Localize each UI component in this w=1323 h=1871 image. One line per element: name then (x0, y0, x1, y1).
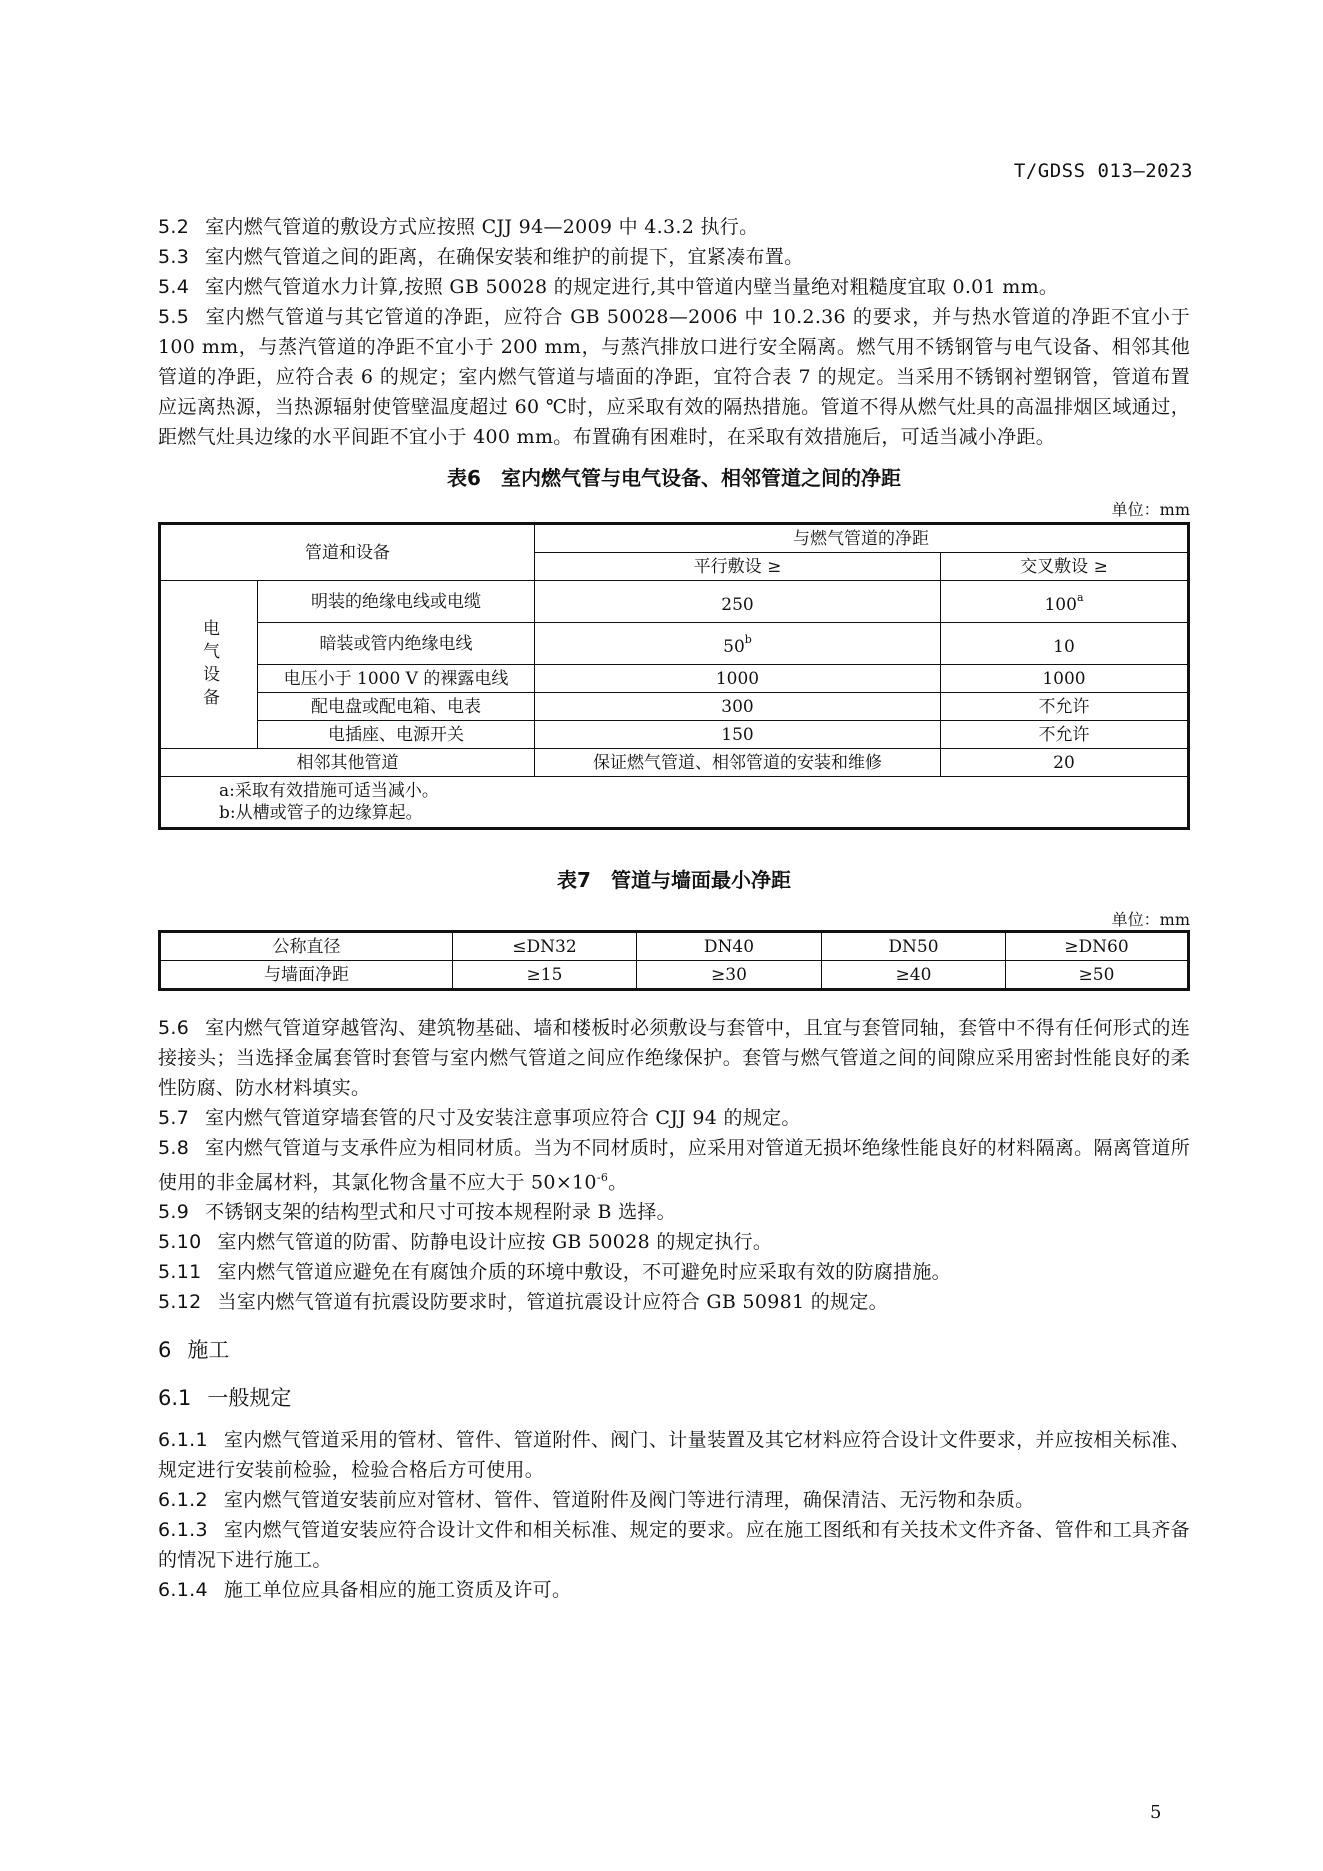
table-cell: 电插座、电源开关 (258, 721, 535, 749)
section-number: 6 (158, 1338, 172, 1363)
clause-text: 室内燃气管道安装应符合设计文件和相关标准、规定的要求。应在施工图纸和有关技术文件齐备、管件和工具齐备的情况下进行施工。 (158, 1519, 1190, 1572)
clause-6-1-4 (158, 1575, 1190, 1605)
clause-5-9 (158, 1197, 1190, 1227)
clause-text: 不锈钢支架的结构型式和尺寸可按本规程附录 B 选择。 (205, 1201, 676, 1224)
table-cell: 10 (941, 623, 1189, 665)
clause-5-10 (158, 1227, 1190, 1257)
table-cell: DN40 (637, 932, 822, 961)
table-cell: 不允许 (941, 721, 1189, 749)
table-7-row-label: 与墙面净距 (160, 961, 453, 990)
section-6-1-heading (158, 1383, 1190, 1413)
table-cell: ≥40 (822, 961, 1006, 990)
table-cell: 明装的绝缘电线或电缆 (258, 581, 535, 623)
table-7-unit: 单位：mm (1111, 910, 1190, 929)
table-cell: 1000 (941, 665, 1189, 693)
clause-number: 5.4 (158, 276, 190, 298)
clause-5-7 (158, 1103, 1190, 1133)
table-6-header-pipes: 管道和设备 (160, 524, 535, 581)
table-6-unit: 单位：mm (1111, 500, 1190, 519)
table-cell: DN50 (822, 932, 1006, 961)
table-cell: 250 (535, 581, 941, 623)
clause-5-6 (158, 1013, 1190, 1103)
table-6-header-clearance: 与燃气管道的净距 (535, 524, 1189, 553)
table-cell: 相邻其他管道 (160, 749, 535, 777)
clause-5-11 (158, 1257, 1190, 1287)
clause-text: 室内燃气管道采用的管材、管件、管道附件、阀门、计量装置及其它材料应符合设计文件要求，并应按相关标准、规定进行安装前检验，检验合格后方可使用。 (158, 1429, 1190, 1482)
page-number: 5 (1150, 1802, 1162, 1823)
clause-text: 室内燃气管道的敷设方式应按照 CJJ 94—2009 中 4.3.2 执行。 (205, 216, 759, 238)
table-6-header-parallel: 平行敷设 ≥ (535, 553, 941, 581)
clause-5-4 (158, 272, 1190, 302)
clause-number: 5.2 (158, 216, 190, 238)
clause-6-1-3 (158, 1515, 1190, 1575)
table-cell: 50$^b$ (535, 623, 941, 665)
table-cell: 300 (535, 693, 941, 721)
clause-text: 室内燃气管道应避免在有腐蚀介质的环境中敷设，不可避免时应采取有效的防腐措施。 (217, 1261, 951, 1284)
section-6-heading (158, 1335, 1190, 1365)
table-7 (158, 930, 1190, 991)
table-6-notes (160, 777, 1189, 829)
clause-number: 5.6 (158, 1017, 190, 1039)
section-title: 施工 (187, 1338, 230, 1363)
clause-number: 5.5 (158, 306, 190, 328)
table-cell: 100$^a$ (941, 581, 1189, 623)
table-cell: 配电盘或配电箱、电表 (258, 693, 535, 721)
document-code: T/GDSS 013—2023 (1013, 160, 1193, 182)
table-cell: ≥15 (453, 961, 637, 990)
clause-text: 室内燃气管道穿墙套管的尺寸及安装注意事项应符合 CJJ 94 的规定。 (205, 1107, 801, 1129)
clause-5-2 (158, 212, 1190, 242)
table-note: b:从槽或管子的边缘算起。 (219, 803, 423, 823)
clause-number: 5.11 (158, 1261, 202, 1284)
table-cell: ≥DN60 (1006, 932, 1189, 961)
clause-5-5 (158, 302, 1190, 452)
clause-number: 5.3 (158, 246, 190, 268)
section-number: 6.1 (158, 1386, 192, 1411)
exponent: -6 (596, 1171, 609, 1184)
table-6-caption: 表6 室内燃气管与电气设备、相邻管道之间的净距 (447, 466, 901, 490)
table-cell: 20 (941, 749, 1189, 777)
clause-text: 室内燃气管道安装前应对管材、管件、管道附件及阀门等进行清理，确保清洁、无污物和杂质。 (223, 1489, 1035, 1512)
clause-number: 5.8 (158, 1137, 190, 1159)
clause-number: 5.10 (158, 1231, 202, 1254)
clause-text: 室内燃气管道水力计算,按照 GB 50028 的规定进行,其中管道内壁当量绝对粗糙度宜取 0.01 mm。 (205, 276, 1059, 298)
clause-6-1-1 (158, 1425, 1190, 1485)
table-cell: ≤DN32 (453, 932, 637, 961)
table-cell: 保证燃气管道、相邻管道的安装和维修 (535, 749, 941, 777)
table-note: a:采取有效措施可适当减小。 (219, 781, 439, 801)
clause-5-8: 5.8 室内燃气管道与支承件应为相同材质。当为不同材质时，应采用对管道无损坏绝缘性能良好的材料隔离。隔离管道所使用的非金属材料，其氯化物含量不应大于 $50\times 10^{-6}$。 (158, 1137, 1190, 1194)
table-7-caption: 表7 管道与墙面最小净距 (557, 868, 791, 892)
clause-number: 6.1.1 (158, 1429, 208, 1452)
clause-text: 室内燃气管道的防雷、防静电设计应按 GB 50028 的规定执行。 (217, 1231, 773, 1254)
clause-text: 室内燃气管道与支承件应为相同材质。当为不同材质时，应采用对管道无损坏绝缘性能良好的材料隔离。隔离管道所使用的非金属材料，其氯化物含量不应大于 50×10 (158, 1137, 1190, 1194)
clause-5-3 (158, 242, 1190, 272)
clause-text: 室内燃气管道与其它管道的净距，应符合 GB 50028—2006 中 10.2.36 的要求，并与热水管道的净距不宜小于 100 mm，与蒸汽管道的净距不宜小于 200 mm，与蒸汽排放口进行安全隔离。燃气用不锈钢管与电气设备、相邻其他管道的净距，应符合表 6 的规定；室内燃气管道与墙面的净距，宜符合表 7 的规定。当采用不锈钢衬塑钢管，管道布置应远离热源，当热源辐射使管壁温度超过 60 ℃时，应采取有效的隔热措施。管道不得从燃气灶具的高温排烟区域通过，距燃气灶具边缘的水平间距不宜小于 400 mm。布置确有困难时，在采取有效措施后，可适当减小净距。 (158, 306, 1190, 448)
table-6-group-electrical: 电气设备 (160, 581, 258, 749)
clause-number: 5.12 (158, 1291, 202, 1314)
clause-number: 6.1.3 (158, 1519, 208, 1542)
table-cell: 150 (535, 721, 941, 749)
table-7-row-label: 公称直径 (160, 932, 453, 961)
clause-text: 室内燃气管道之间的距离，在确保安装和维护的前提下，宜紧凑布置。 (205, 246, 804, 268)
table-cell: ≥50 (1006, 961, 1189, 990)
section-title: 一般规定 (207, 1386, 292, 1411)
page-body (158, 212, 1190, 1605)
clause-number: 6.1.2 (158, 1489, 208, 1512)
table-cell: ≥30 (637, 961, 822, 990)
table-cell: 电压小于 1000 V 的裸露电线 (258, 665, 535, 693)
clause-5-12 (158, 1287, 1190, 1317)
clause-text: 室内燃气管道穿越管沟、建筑物基础、墙和楼板时必须敷设与套管中，且宜与套管同轴，套管中不得有任何形式的连接接头；当选择金属套管时套管与室内燃气管道之间应作绝缘保护。套管与燃气管道之间的间隙应采用密封性能良好的柔性防腐、防水材料填实。 (158, 1017, 1190, 1099)
clause-number: 5.9 (158, 1201, 190, 1224)
clause-text: 当室内燃气管道有抗震设防要求时，管道抗震设计应符合 GB 50981 的规定。 (217, 1291, 888, 1314)
clause-text: 施工单位应具备相应的施工资质及许可。 (223, 1579, 572, 1602)
table-6-header-cross: 交叉敷设 ≥ (941, 553, 1189, 581)
clause-6-1-2 (158, 1485, 1190, 1515)
table-6 (158, 522, 1190, 830)
clause-number: 6.1.4 (158, 1579, 208, 1602)
table-cell: 不允许 (941, 693, 1189, 721)
table-cell: 1000 (535, 665, 941, 693)
table-cell: 暗装或管内绝缘电线 (258, 623, 535, 665)
clause-number: 5.7 (158, 1107, 190, 1129)
